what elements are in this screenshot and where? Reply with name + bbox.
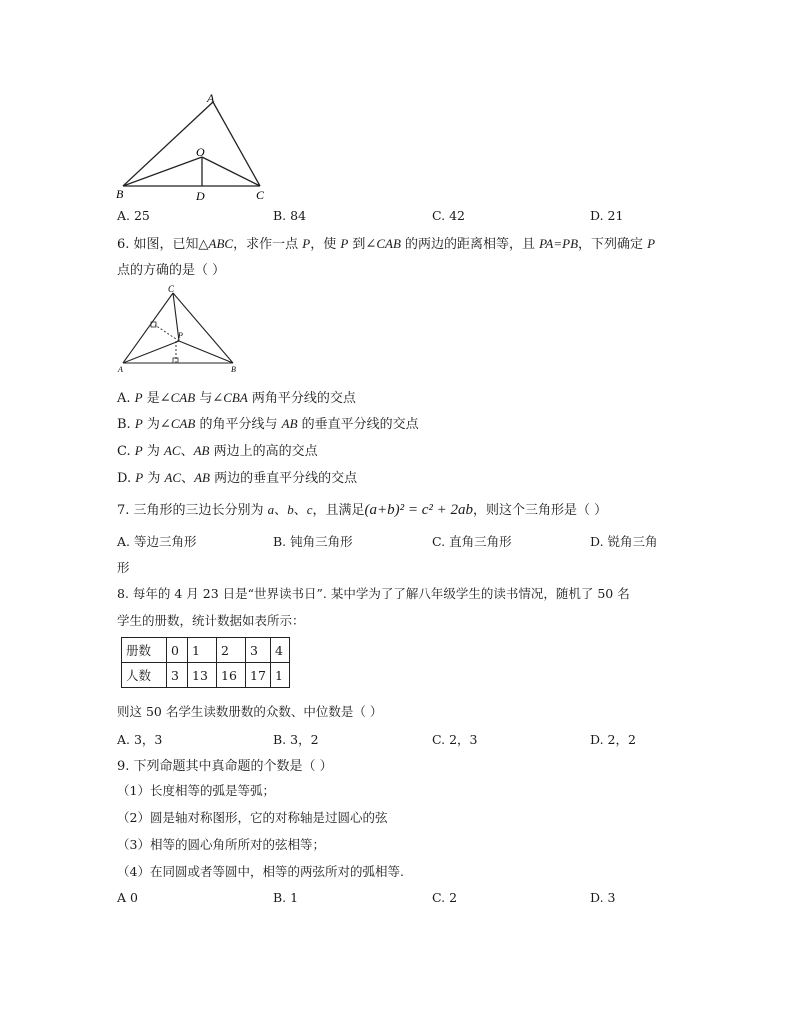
fig2-label-b: B (231, 365, 236, 374)
q6-stem-line1: 6. 如图，已知△ABC，求作一点 P，使 P 到∠CAB 的两边的距离相等，且 PA=PB，下列确定 P (117, 236, 656, 252)
q6-option-c[interactable]: C. P 为 AC、AB 两边上的高的交点 (117, 443, 318, 459)
q9-item-2: （2）圆是轴对称图形，它的对称轴是过圆心的弦 (117, 810, 388, 825)
q6-option-d[interactable]: D. P 为 AC、AB 两边的垂直平分线的交点 (117, 470, 358, 486)
q5-option-d[interactable]: D. 21 (590, 208, 624, 223)
q8-stem-line2: 学生的册数，统计数据如表所示： (117, 613, 305, 628)
fig1-label-c: C (256, 188, 265, 202)
q8-stat-table (121, 637, 290, 688)
q8-option-c[interactable]: C. 2，3 (432, 732, 478, 747)
q7-option-c[interactable]: C. 直角三角形 (432, 534, 512, 549)
table-cell: 册数 (122, 638, 167, 663)
q7-option-a[interactable]: A. 等边三角形 (117, 534, 197, 549)
fig1-label-b: B (116, 187, 124, 201)
table-cell: 17 (246, 663, 271, 688)
q9-stem: 9. 下列命题其中真命题的个数是（ ） (117, 759, 333, 774)
fig2-label-p: P (178, 331, 183, 340)
table-cell: 13 (188, 663, 217, 688)
table-row (122, 638, 290, 663)
q9-option-a[interactable]: A 0 (117, 890, 138, 905)
table-cell: 3 (167, 663, 188, 688)
table-cell: 2 (217, 638, 246, 663)
q9-item-4: （4）在同圆或者等圆中，相等的两弦所对的弧相等. (117, 864, 404, 879)
q9-option-d[interactable]: D. 3 (590, 890, 616, 905)
q7-formula: (a+b)² = c² + 2ab (364, 502, 474, 518)
q6-option-b[interactable]: B. P 为∠CAB 的角平分线与 AB 的垂直平分线的交点 (117, 416, 419, 432)
table-cell: 0 (167, 638, 188, 663)
q5-option-a[interactable]: A. 25 (117, 208, 150, 223)
table-cell: 3 (246, 638, 271, 663)
table-cell: 人数 (122, 663, 167, 688)
q6-stem-line2: 点的方确的是（ ） (117, 263, 226, 278)
fig1-label-a: A (207, 91, 215, 105)
q6-option-a[interactable]: A. P 是∠CAB 与∠CBA 两角平分线的交点 (117, 390, 356, 406)
q8-option-d[interactable]: D. 2，2 (590, 732, 636, 747)
q9-option-b[interactable]: B. 1 (273, 890, 299, 905)
q8-question: 则这 50 名学生读数册数的众数、中位数是（ ） (117, 704, 383, 719)
q7-option-d-wrap: 形 (117, 560, 130, 575)
fig1-label-d: D (196, 189, 205, 203)
triangle-figure-1 (110, 90, 280, 205)
table-cell: 1 (188, 638, 217, 663)
q5-option-c[interactable]: C. 42 (432, 208, 465, 223)
table-row (122, 663, 290, 688)
table-cell: 1 (271, 663, 290, 688)
q9-item-1: （1）长度相等的弧是等弧； (117, 783, 275, 798)
q5-option-b[interactable]: B. 84 (273, 208, 307, 223)
q9-option-c[interactable]: C. 2 (432, 890, 458, 905)
triangle-figure-2 (113, 283, 243, 375)
q9-item-3: （3）相等的圆心角所所对的弦相等； (117, 837, 325, 852)
q8-stem-line1: 8. 每年的 4 月 23 日是“世界读书日”. 某中学为了了解八年级学生的读书情况，随机了 50 名 (117, 586, 630, 601)
q8-option-b[interactable]: B. 3，2 (273, 732, 319, 747)
fig2-label-c: C (168, 284, 175, 294)
q7-stem: 7. 三角形的三边长分别为 a、b、c，且满足(a+b)² = c² + 2ab，则这个三角形是（ ） (117, 502, 608, 518)
table-cell: 4 (271, 638, 290, 663)
q8-option-a[interactable]: A. 3，3 (117, 732, 163, 747)
fig2-label-a: A (118, 365, 123, 374)
fig1-label-o: O (196, 145, 205, 159)
table-cell: 16 (217, 663, 246, 688)
q7-option-b[interactable]: B. 钝角三角形 (273, 534, 353, 549)
q7-option-d[interactable]: D. 锐角三角 (590, 534, 658, 549)
